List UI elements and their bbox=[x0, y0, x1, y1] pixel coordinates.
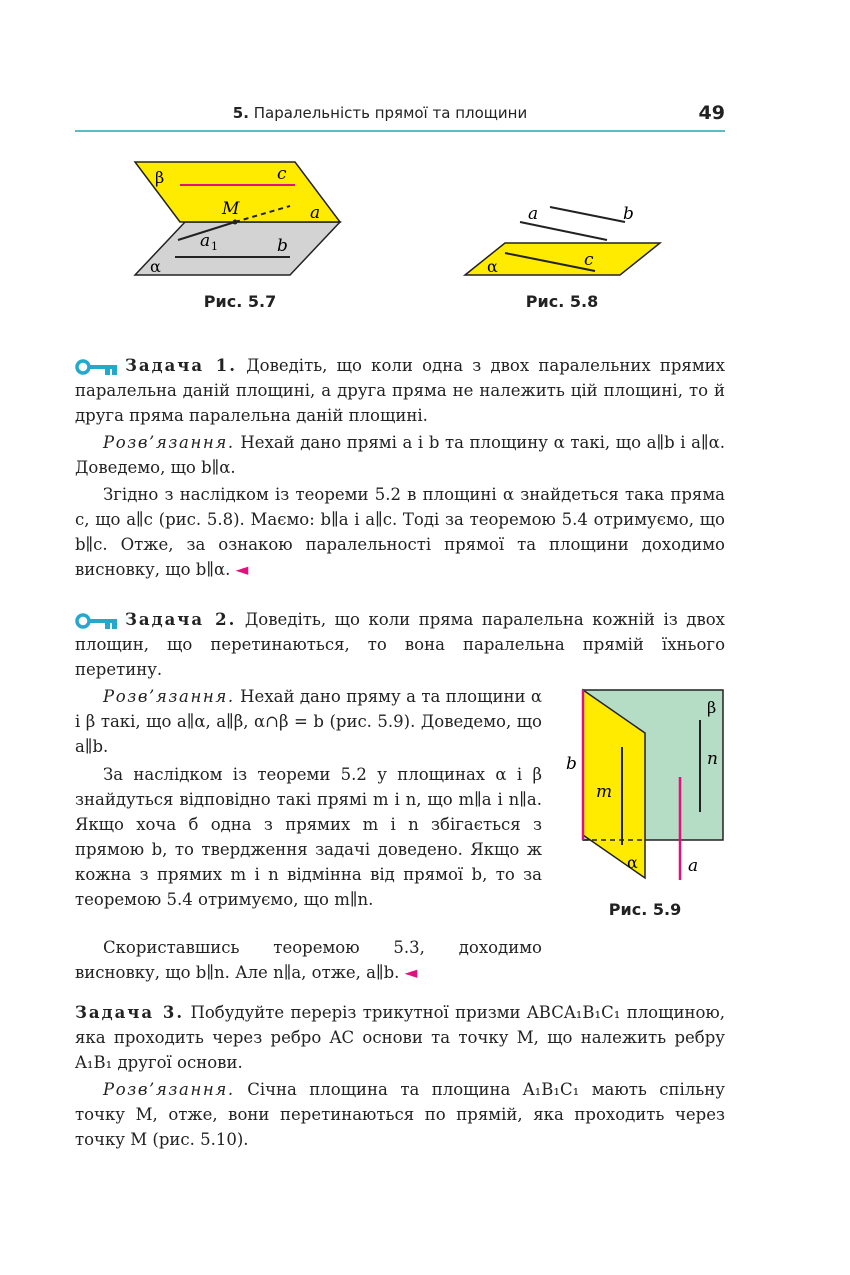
task2-p2-text: За наслідком із теореми 5.2 у площинах α і β знайдуться відповідно такі прямі m і n, що m∥a і n∥a. Якщо хоча б одна з прямих m і n збігається з прямою b, то твердження задачі доведено. Якщо ж кожна з прямих m і n відмінна від прямої b, то за теоремою 5.4 отримуємо, що m∥n. bbox=[75, 765, 542, 909]
figure-5-8 bbox=[460, 195, 665, 280]
task3-solution-label: Розв’язання. bbox=[103, 1080, 235, 1099]
task2-text: Доведіть, що коли пряма паралельна кожній із двох площин, що перетинаються, то вона паралельна прямій їхнього перетину. bbox=[75, 610, 725, 679]
plane-alpha bbox=[135, 222, 340, 275]
task2-p3-text: Скориставшись теоремою 5.3, доходимо висновку, що b∥n. Але n∥a, отже, a∥b. bbox=[75, 938, 542, 982]
task1-statement bbox=[75, 353, 725, 428]
label-b: b bbox=[623, 204, 634, 224]
label-a: a bbox=[310, 203, 321, 223]
point-M bbox=[233, 220, 238, 225]
running-header bbox=[75, 100, 725, 132]
task3-text: Побудуйте переріз трикутної призми ABCA₁B₁C₁ площиною, яка проходить через ребро AC основи та точку M, що належить ребру A₁B₁ другої основи. bbox=[75, 1003, 725, 1072]
section-number: 5. bbox=[232, 104, 249, 122]
label-c: c bbox=[277, 164, 287, 184]
task3-statement bbox=[75, 1000, 725, 1075]
task2-p1-text: Нехай дано пряму a та площини α і β такі, що a∥α, a∥β, α∩β = b (рис. 5.9). Доведемо, що a∥b. bbox=[75, 687, 542, 756]
label-n: n bbox=[707, 749, 718, 769]
label-alpha: α bbox=[627, 853, 638, 872]
line-a bbox=[520, 222, 607, 240]
label-beta: β bbox=[155, 168, 165, 187]
label-m: m bbox=[596, 782, 613, 802]
label-M: M bbox=[222, 199, 240, 219]
task1-p1-text: Нехай дано прямі a і b та площину α такі, що a∥b і a∥α. Доведемо, що b∥α. bbox=[75, 433, 725, 477]
task2-solution-p3 bbox=[75, 935, 542, 985]
task1-solution-p2 bbox=[75, 482, 725, 582]
label-alpha: α bbox=[487, 257, 498, 276]
key-icon bbox=[75, 613, 119, 629]
task1-p2-text: Згідно з наслідком із теореми 5.2 в площині α знайдеться така пряма c, що a∥c (рис. 5.8). Маємо: b∥a і a∥c. Тоді за теоремою 5.4 отримуємо, що b∥c. Отже, за ознакою паралельності прямої та площини доходимо висновку, що b∥α. bbox=[75, 485, 725, 579]
label-c: c bbox=[584, 250, 594, 270]
task2-solution-label: Розв’язання. bbox=[103, 687, 235, 706]
line-b bbox=[550, 207, 625, 222]
task1-solution-label: Розв’язання. bbox=[103, 433, 235, 452]
task2-label: Задача 2. bbox=[125, 610, 237, 629]
section-title-text: Паралельність прямої та площини bbox=[253, 104, 528, 122]
task1-label: Задача 1. bbox=[125, 356, 237, 375]
task3-p1-text: Січна площина та площина A₁B₁C₁ мають спільну точку M, отже, вони перетинаються по прямій, яка проходить через точку M (рис. 5.10). bbox=[75, 1080, 725, 1149]
end-mark: ◄ bbox=[235, 560, 249, 579]
label-a: a bbox=[528, 204, 539, 224]
caption-5-9: Рис. 5.9 bbox=[608, 900, 682, 919]
task1-solution-p1 bbox=[75, 430, 725, 480]
task1-text: Доведіть, що коли одна з двох паралельних прямих паралельна даній площині, а друга пряма не належить цій площині, то й друга пряма паралельна даній площині. bbox=[75, 356, 725, 425]
end-mark: ◄ bbox=[404, 963, 418, 982]
task3-solution-p1 bbox=[75, 1077, 725, 1152]
task2-solution-p1 bbox=[75, 684, 542, 759]
key-icon bbox=[75, 359, 119, 375]
task3-label: Задача 3. bbox=[75, 1003, 185, 1022]
label-a1: a bbox=[200, 231, 211, 251]
label-beta: β bbox=[707, 698, 717, 717]
label-b: b bbox=[566, 754, 577, 774]
page-number: 49 bbox=[698, 102, 725, 124]
section-title bbox=[75, 104, 685, 122]
task2-solution-p2 bbox=[75, 762, 542, 912]
label-a1-sub: 1 bbox=[211, 240, 218, 253]
caption-5-8: Рис. 5.8 bbox=[525, 292, 599, 311]
label-alpha: α bbox=[150, 257, 161, 276]
label-a: a bbox=[688, 856, 699, 876]
task2-statement bbox=[75, 607, 725, 682]
figure-5-7 bbox=[130, 150, 345, 280]
caption-5-7: Рис. 5.7 bbox=[203, 292, 277, 311]
figure-5-9 bbox=[560, 685, 730, 885]
label-b: b bbox=[277, 236, 288, 256]
